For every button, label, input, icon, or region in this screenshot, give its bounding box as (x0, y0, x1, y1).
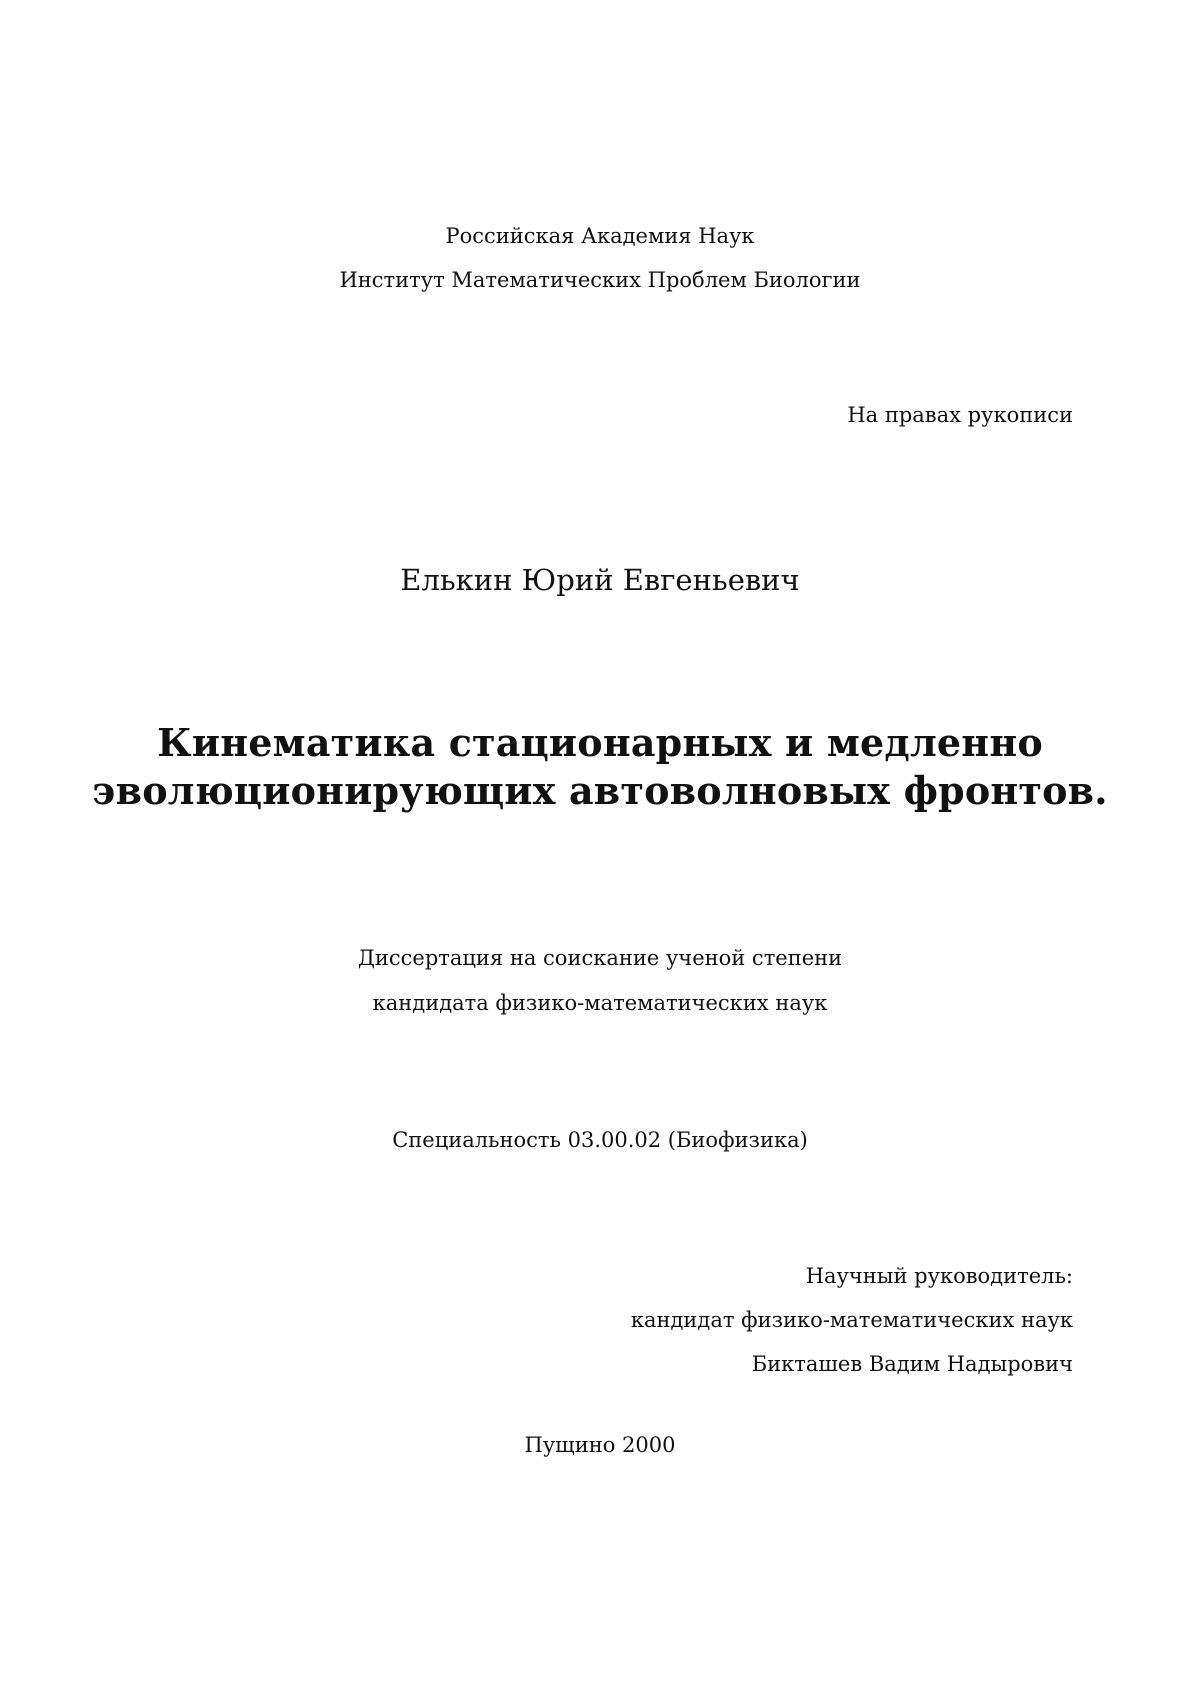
academy-name: Российская Академия Наук (445, 224, 755, 248)
title-line-2: эволюционирующих автоволновых фронтов. (92, 768, 1108, 813)
dissertation-line-2: кандидата физико-математических наук (372, 991, 828, 1015)
author-name: Елькин Юрий Евгеньевич (400, 563, 800, 597)
supervisor-degree: кандидат физико-математических наук (630, 1308, 1073, 1332)
title-line-1: Кинематика стационарных и медленно (157, 720, 1043, 765)
manuscript-note: На правах рукописи (847, 403, 1073, 427)
dissertation-line-1: Диссертация на соискание ученой степени (357, 946, 843, 970)
specialty: Специальность 03.00.02 (Биофизика) (392, 1128, 808, 1152)
institute-name: Институт Математических Проблем Биологии (339, 268, 861, 292)
supervisor-name: Бикташев Вадим Надырович (751, 1352, 1073, 1376)
supervisor-label: Научный руководитель: (805, 1264, 1073, 1288)
place-year: Пущино 2000 (524, 1433, 676, 1457)
